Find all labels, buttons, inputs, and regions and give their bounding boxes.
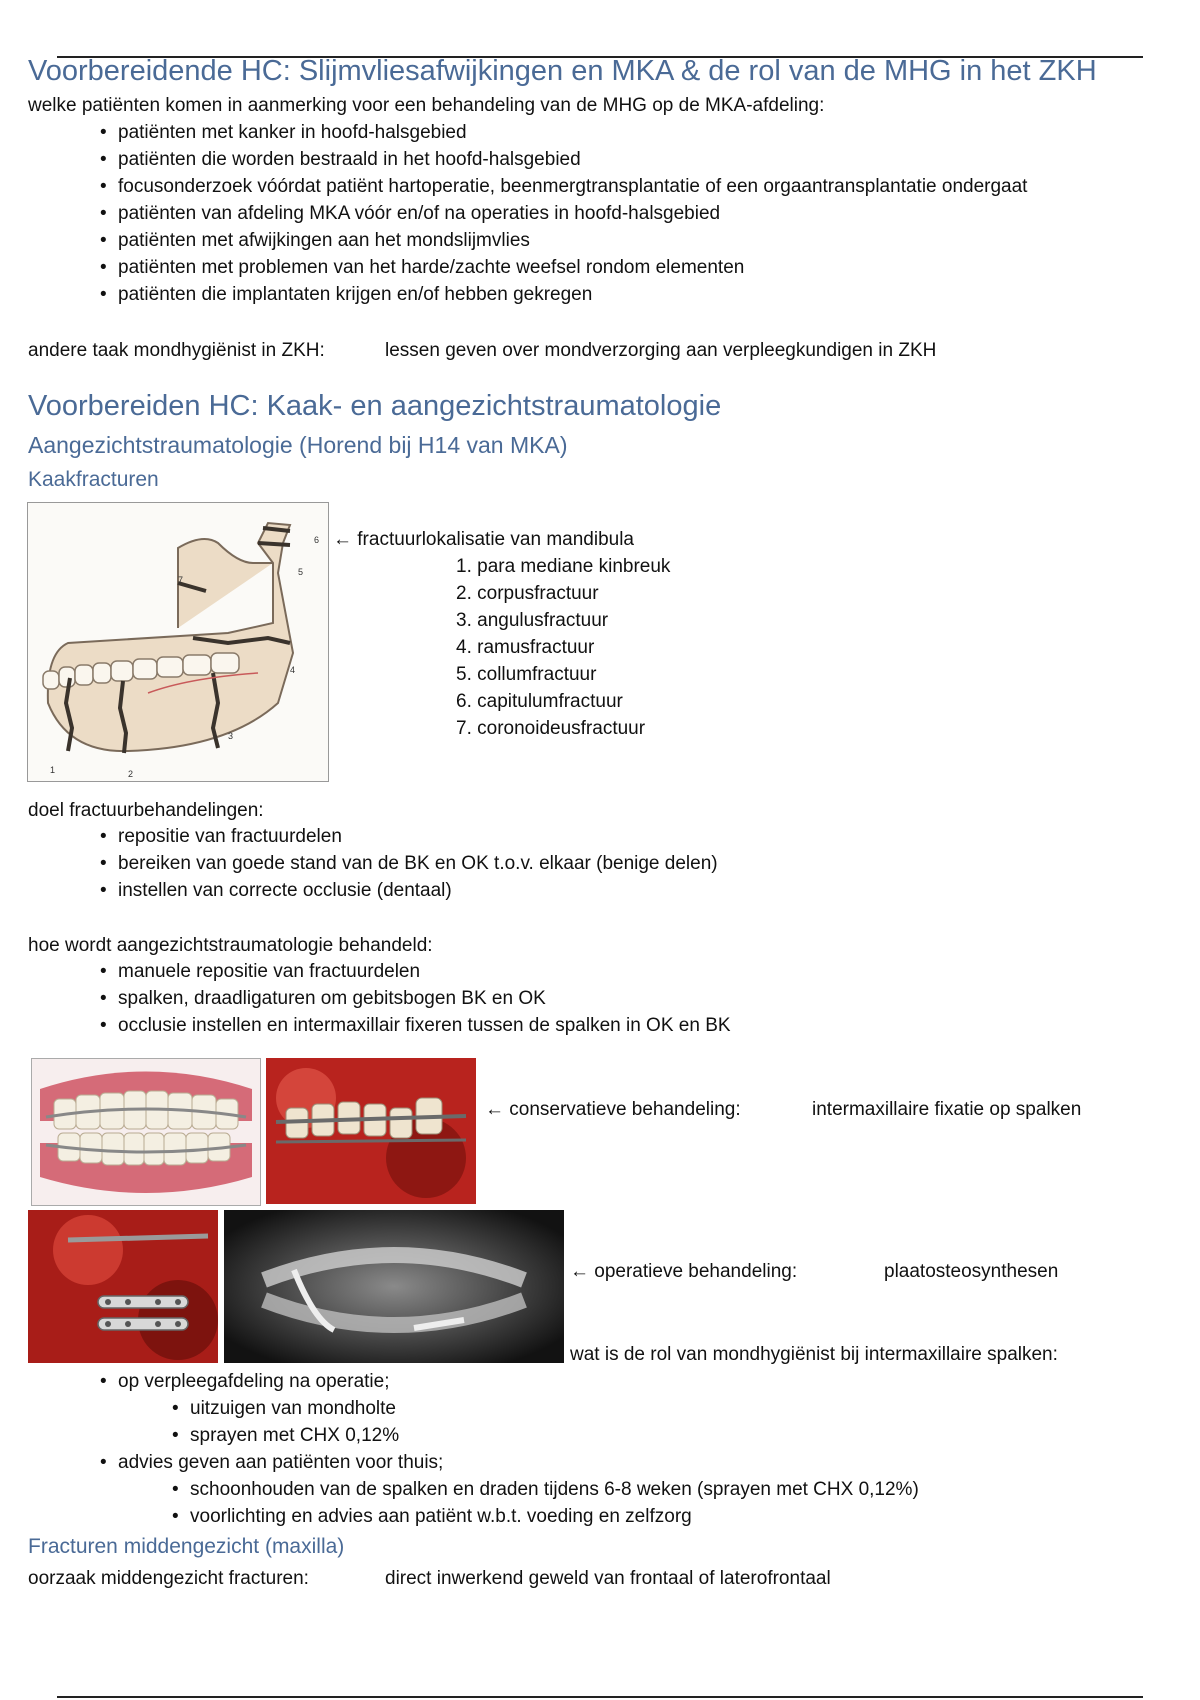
list-item: • patiënten met kanker in hoofd-halsgebied	[100, 122, 467, 144]
section2-subsubtitle: Kaakfracturen	[28, 468, 159, 491]
mandible-fracture-figure	[27, 502, 329, 782]
fracture-item: 4. ramusfractuur	[456, 637, 595, 658]
section3-title: Fracturen middengezicht (maxilla)	[28, 1535, 345, 1558]
list-item: • op verpleegafdeling na operatie;	[100, 1371, 389, 1393]
figure-number: 2	[128, 769, 134, 779]
photo-plate-osteosynthesis	[28, 1210, 218, 1363]
operative-value: plaatosteosynthesen	[884, 1261, 1059, 1282]
mandible-diagram	[28, 503, 328, 781]
operative-label: ← operatieve behandeling:	[570, 1261, 798, 1282]
figure-number: 4	[290, 665, 296, 675]
figure-number: 5	[298, 567, 304, 577]
list-item: • manuele repositie van fractuurdelen	[100, 961, 420, 983]
list-item: • sprayen met CHX 0,12%	[172, 1425, 399, 1447]
treat-title: hoe wordt aangezichtstraumatologie behandeld:	[28, 935, 433, 956]
section2-subtitle: Aangezichtstraumatologie (Horend bij H14 van MKA)	[28, 432, 568, 458]
list-item: • patiënten die implantaten krijgen en/of hebben gekregen	[100, 284, 592, 306]
other-task-label: andere taak mondhygiënist in ZKH:	[28, 340, 325, 361]
list-item: • voorlichting en advies aan patiënt w.b.t. voeding en zelfzorg	[172, 1506, 692, 1528]
photo-xray-panoramic	[224, 1210, 564, 1363]
fracture-item: 3. angulusfractuur	[456, 610, 609, 631]
list-item: • focusonderzoek vóórdat patiënt hartoperatie, beenmergtransplantatie of een orgaantransplantatie ondergaat	[100, 176, 1027, 198]
section1-title: Voorbereidende HC: Slijmvliesafwijkingen en MKA & de rol van de MHG in het ZKH	[28, 55, 1097, 87]
list-item: • schoonhouden van de spalken en draden tijdens 6-8 weken (sprayen met CHX 0,12%)	[172, 1479, 919, 1501]
list-item: • patiënten die worden bestraald in het hoofd-halsgebied	[100, 149, 581, 171]
list-item: • patiënten met afwijkingen aan het mondslijmvlies	[100, 230, 530, 252]
figure-number: 7	[178, 575, 184, 585]
other-task-value: lessen geven over mondverzorging aan verpleegkundigen in ZKH	[385, 340, 937, 361]
list-item: • patiënten van afdeling MKA vóór en/of na operaties in hoofd-halsgebied	[100, 203, 720, 225]
fracture-item: 6. capitulumfractuur	[456, 691, 623, 712]
figure-number: 1	[50, 765, 56, 775]
conservative-label: ← conservatieve behandeling:	[485, 1099, 741, 1120]
figure-number: 3	[228, 731, 234, 741]
list-item: • spalken, draadligaturen om gebitsbogen BK en OK	[100, 988, 546, 1010]
photo-intraoral-spalk	[266, 1058, 476, 1204]
fracture-item: 2. corpusfractuur	[456, 583, 599, 604]
cause-value: direct inwerkend geweld van frontaal of laterofrontaal	[385, 1568, 831, 1589]
fracture-item: 1. para mediane kinbreuk	[456, 556, 671, 577]
fracture-item: 7. coronoideusfractuur	[456, 718, 646, 739]
cause-label: oorzaak middengezicht fracturen:	[28, 1568, 309, 1589]
list-item: • repositie van fractuurdelen	[100, 826, 342, 848]
photo-teeth-spalk	[31, 1058, 261, 1206]
list-item: • patiënten met problemen van het harde/zachte weefsel rondom elementen	[100, 257, 744, 279]
list-item: • advies geven aan patiënten voor thuis;	[100, 1452, 443, 1474]
list-item: • uitzuigen van mondholte	[172, 1398, 396, 1420]
bottom-rule	[57, 1696, 1143, 1698]
fracture-item: 5. collumfractuur	[456, 664, 597, 685]
section1-intro: welke patiënten komen in aanmerking voor een behandeling van de MHG op de MKA-afdeling:	[28, 95, 825, 116]
list-item: • bereiken van goede stand van de BK en OK t.o.v. elkaar (benige delen)	[100, 853, 718, 875]
figure-caption: ← fractuurlokalisatie van mandibula	[333, 529, 634, 550]
conservative-value: intermaxillaire fixatie op spalken	[812, 1099, 1082, 1120]
section2-title: Voorbereiden HC: Kaak- en aangezichtstraumatologie	[28, 390, 722, 422]
list-item: • instellen van correcte occlusie (dentaal)	[100, 880, 452, 902]
goal-title: doel fractuurbehandelingen:	[28, 800, 264, 821]
list-item: • occlusie instellen en intermaxillair fixeren tussen de spalken in OK en BK	[100, 1015, 731, 1037]
figure-number: 6	[314, 535, 320, 545]
role-title: wat is de rol van mondhygiënist bij intermaxillaire spalken:	[570, 1344, 1058, 1365]
